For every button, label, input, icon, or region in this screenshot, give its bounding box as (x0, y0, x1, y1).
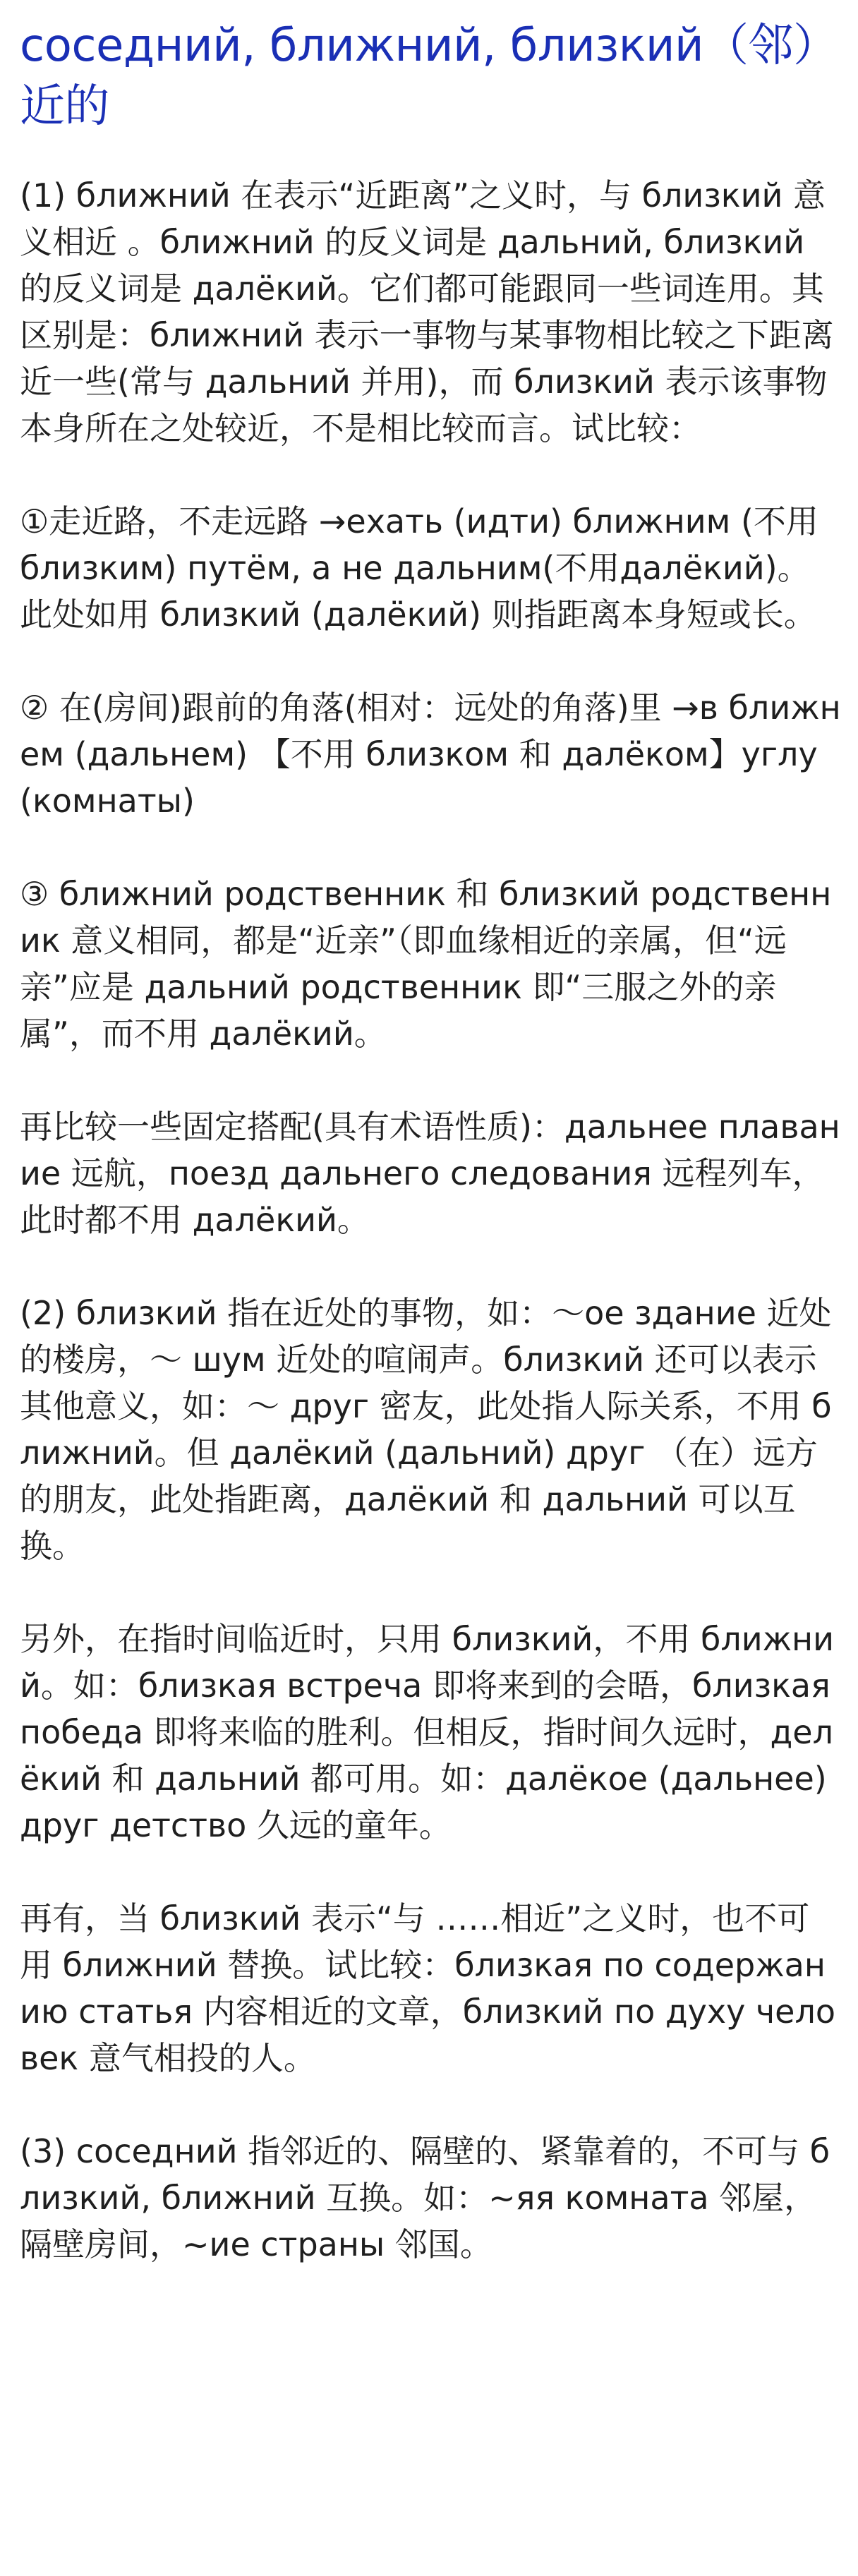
paragraph-1: (1) ближний 在表示“近距离”之义时，与 близкий 意义相近 。ближний 的反义词是 дальний, близкий 的反义词是 далёкий。它们都可能跟同一些词连用。其区别是：ближний 表示一事物与某事物相比较之下距离近一些(常与 дальний 并用)，而 близкий 表示该事物本身所在之处较近，不是相比较而言。试比较： (20, 176, 834, 447)
paragraph-similar-meaning: 再有，当 близкий 表示“与 ……相近”之义时，也不可用 ближний 替换。试比较：близкая по содержанию статья 内容相近的文章，близкий по духу человек 意气相投的人。 (20, 1899, 835, 2077)
page-title: соседний, ближний, близкий（邻）近的 (20, 20, 838, 133)
paragraph-3: (3) соседний 指邻近的、隔壁的、紧靠着的，不可与 близкий, ближний 互换。如：~яя комната 邻屋，隔壁房间，~ие страны 邻国。 (20, 2132, 830, 2263)
paragraph-example-2: ② 在(房间)跟前的角落(相对：远处的角落)里 →в ближнем (дальнем) 【不用 близком 和 далёком】углу (комнаты) (20, 689, 841, 820)
paragraph-time-usage: 另外，在指时间临近时，只用 близкий，不用 ближний。如：близкая встреча 即将来到的会晤，близкая победа 即将来临的胜利。但相反，指时间久远时，делёкий 和 дальний 都可用。如：далёкое (дальнее) друг детство 久远的童年。 (20, 1620, 841, 1844)
paragraph-example-3: ③ ближний родственник 和 близкий родственник 意义相同，都是“近亲”（即血缘相近的亲属，但“远亲”应是 дальний родственник 即“三服之外的亲属”，而不用 далёкий。 (20, 875, 832, 1053)
paragraph-2: (2) близкий 指在近处的事物，如：～ое здание 近处的楼房，～ шум 近处的喧闹声。близкий 还可以表示其他意义，如：～ друг 密友，此处指人际关系，不用 ближний。但 далёкий (дальний) друг （在）远方的朋友，此处指距离，далёкий 和 дальний 可以互换。 (20, 1294, 832, 1565)
paragraph-example-1: ①走近路，不走远路 →ехать (идти) ближним (不用 близким) путём, а не дальним(不用далёкий)。此处如用 близкий (далёкий) 则指距离本身短或长。 (20, 502, 829, 634)
paragraph-fixed-collocations: 再比较一些固定搭配(具有术语性质)：дальнее плавание 远航，поезд дальнего следования 远程列车，此时都不用 далёкий。 (20, 1108, 840, 1239)
